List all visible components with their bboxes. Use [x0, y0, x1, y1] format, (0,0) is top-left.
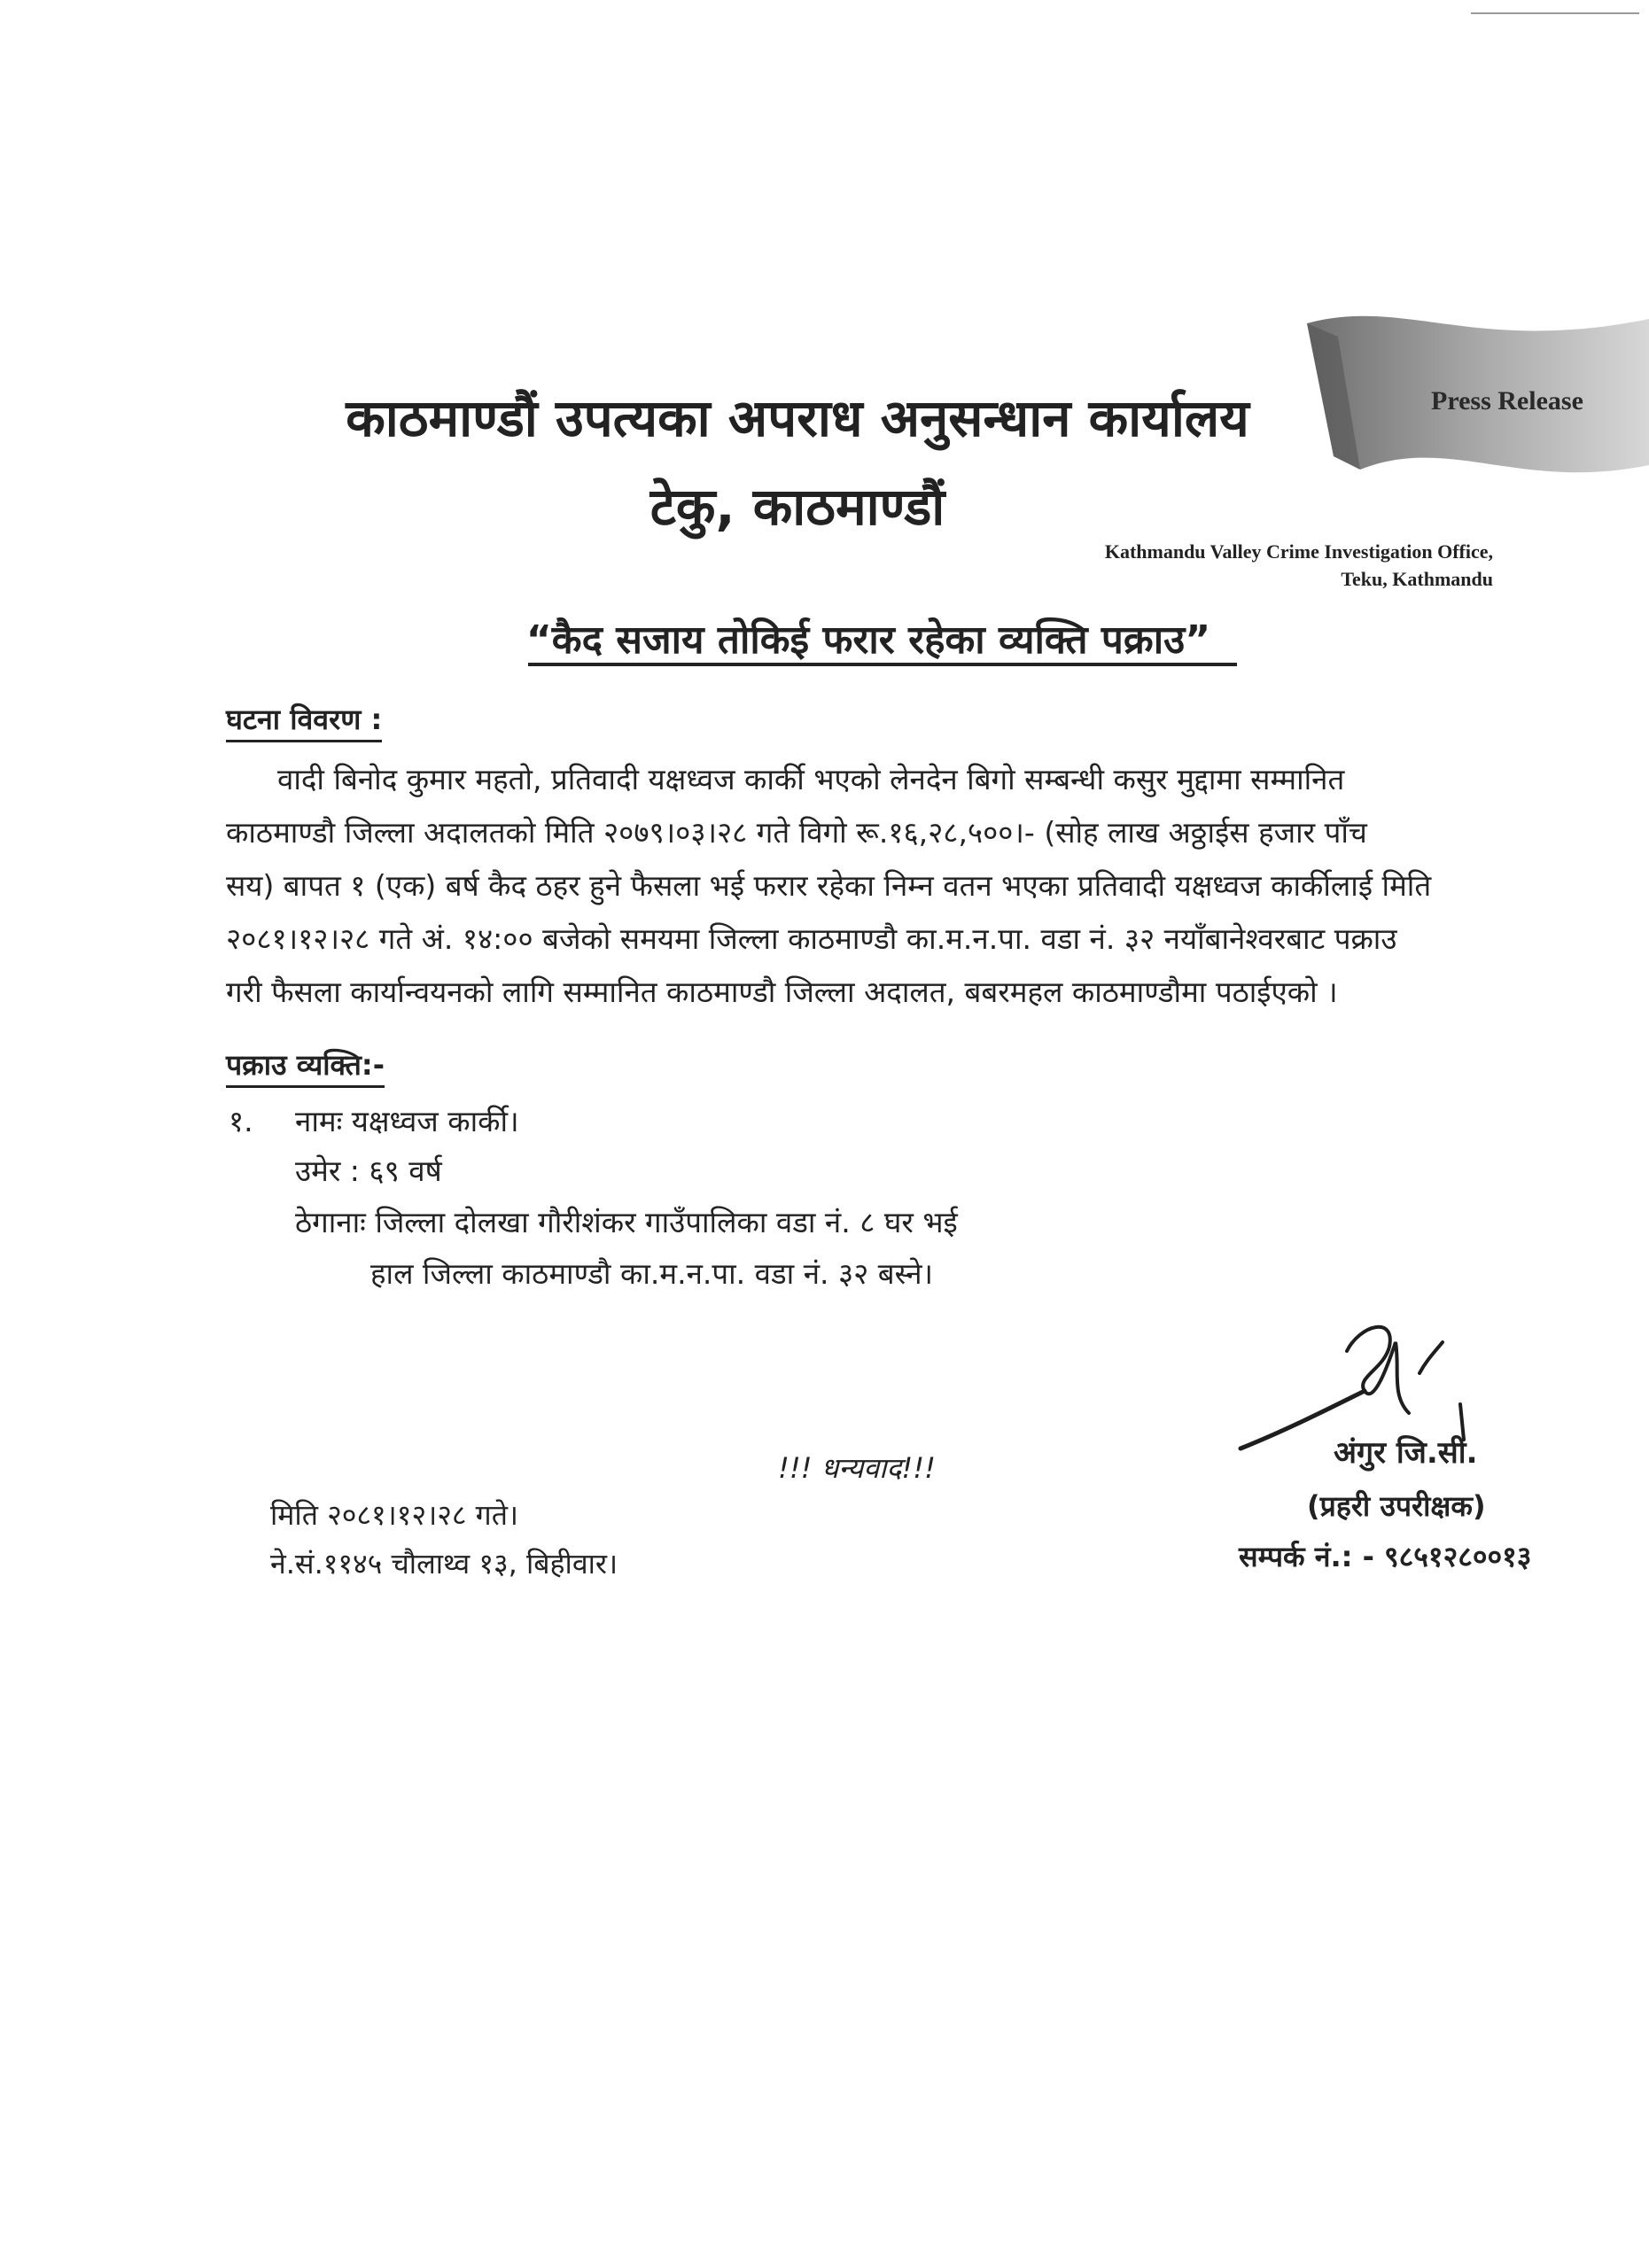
arrested-address-current: हाल जिल्ला काठमाण्डौ का.म.न.पा. वडा नं. ३२ बस्ने।: [370, 1256, 934, 1291]
arrested-address-permanent: ठेगानाः जिल्ला दोलखा गौरीशंकर गाउँपालिका वडा नं. ८ घर भई: [295, 1205, 958, 1239]
office-title: काठमाण्डौं उपत्यका अपराध अनुसन्धान कार्यालय: [346, 388, 1249, 448]
incident-line: काठमाण्डौ जिल्ला अदालतको मिति २०७९।०३।२८ गते विगो रू.१६,२८,५००।- (सोह लाख अठ्ठाईस हजार पाँच: [226, 815, 1367, 850]
arrested-name: नामः यक्षध्वज कार्की।: [295, 1104, 519, 1138]
scan-edge-line: [1471, 12, 1639, 14]
nepal-sambat-date-line: ने.सं.११४५ चौलाथ्व १३, बिहीवार।: [270, 1547, 618, 1581]
office-name-english-line1: Kathmandu Valley Crime Investigation Office,: [1104, 540, 1493, 563]
incident-line: सय) बापत १ (एक) बर्ष कैद ठहर हुने फैसला भई फरार रहेका निम्न वतन भएका प्रतिवादी यक्षध्वज कार्कीलाई मिति: [226, 868, 1432, 903]
office-name-english-line2: Teku, Kathmandu: [1341, 568, 1493, 590]
arrested-heading: पक्राउ व्यक्ति:-: [226, 1045, 385, 1088]
office-location: टेकु, काठमाण्डौं: [649, 477, 945, 537]
date-line: मिति २०८१।१२।२८ गते।: [270, 1498, 519, 1532]
arrested-number: १.: [229, 1104, 253, 1138]
arrested-age: उमेर : ६९ वर्ष: [295, 1153, 442, 1188]
thanks-text: !!! धन्यवाद!!!: [778, 1451, 936, 1485]
signer-contact: सम्पर्क नं.: - ९८५१२८००१३: [1239, 1540, 1532, 1573]
incident-heading: घटना विवरण :: [226, 700, 382, 742]
signer-title: (प्रहरी उपरीक्षक): [1307, 1489, 1486, 1523]
press-release-label: Press Release: [1431, 386, 1583, 416]
incident-line: गरी फैसला कार्यान्वयनको लागि सम्मानित काठमाण्डौ जिल्ला अदालत, बबरमहल काठमाण्डौमा पठाईएको ।: [226, 975, 1338, 1009]
office-name-english: [975, 538, 1493, 593]
headline-underline: [528, 663, 1237, 666]
incident-paragraph: [226, 753, 1484, 1019]
headline: “कैद सजाय तोकिई फरार रहेका व्यक्ति पक्राउ”: [525, 617, 1211, 663]
signer-name: अंगुर जि.सी.: [1334, 1435, 1478, 1471]
incident-line: वादी बिनोद कुमार महतो, प्रतिवादी यक्षध्वज कार्की भएको लेनदेन बिगो सम्बन्धी कसुर मुद्दामा सम्मानित: [277, 762, 1345, 796]
incident-line: २०८१।१२।२८ गते अं. १४:०० बजेको समयमा जिल्ला काठमाण्डौ का.म.न.पा. वडा नं. ३२ नयाँबानेश्वरबाट पक्राउ: [226, 921, 1397, 956]
